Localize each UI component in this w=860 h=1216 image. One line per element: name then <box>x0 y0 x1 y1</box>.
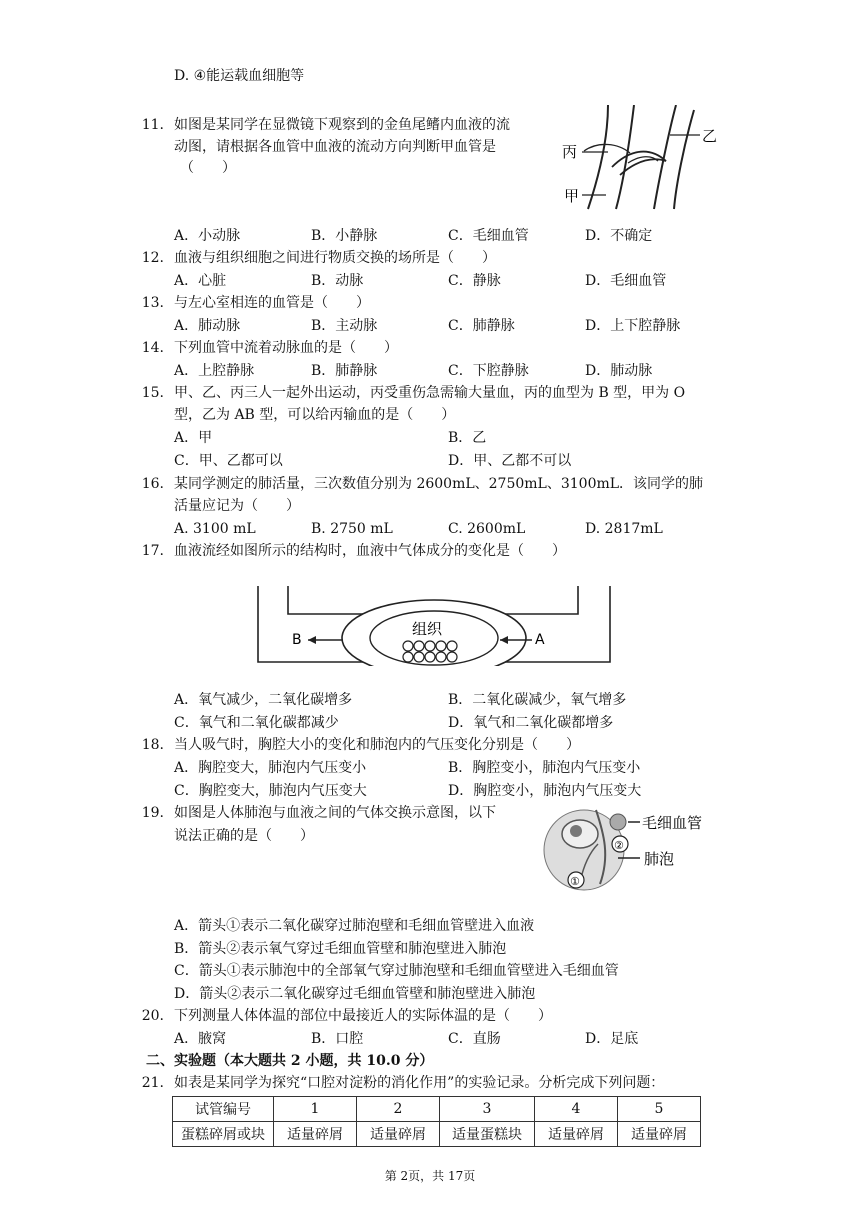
q16-stem-line1: 某同学测定的肺活量，三次数值分别为 2600mL、2750mL、3100mL．该同学的肺 <box>174 476 704 492</box>
table-cell: 适量碎屑 <box>618 1122 701 1147</box>
q18-number: 18. <box>141 737 164 753</box>
tissue-capillary-figure <box>256 586 612 666</box>
q14-option-d[interactable]: D．肺动脉 <box>585 363 653 379</box>
label-b: B <box>292 632 302 648</box>
q13-number: 13. <box>141 295 164 311</box>
q17-number: 17. <box>141 543 164 559</box>
q19-stem-line2: 说法正确的是（ ） <box>174 828 314 844</box>
tissue-label: 组织 <box>412 620 443 638</box>
q16-option-d[interactable]: D. 2817mL <box>585 521 663 537</box>
table-cell: 试管编号 <box>173 1097 274 1122</box>
q17-option-d[interactable]: D．氧气和二氧化碳都增多 <box>448 715 614 731</box>
q11-option-a[interactable]: A．小动脉 <box>174 228 241 244</box>
q13-option-a[interactable]: A．肺动脉 <box>174 318 241 334</box>
q13-option-b[interactable]: B．主动脉 <box>311 318 378 334</box>
table-cell: 适量碎屑 <box>535 1122 618 1147</box>
table-cell: 4 <box>535 1097 618 1122</box>
q12-option-d[interactable]: D．毛细血管 <box>585 273 667 289</box>
table-cell: 3 <box>440 1097 535 1122</box>
q11-option-b[interactable]: B．小静脉 <box>311 228 378 244</box>
q18-stem: 当人吸气时，胸腔大小的变化和肺泡内的气压变化分别是（ ） <box>174 737 580 753</box>
table-cell: 2 <box>357 1097 440 1122</box>
label-bing: 丙 <box>562 143 578 161</box>
q19-stem-line1: 如图是人体肺泡与血液之间的气体交换示意图，以下 <box>174 805 496 821</box>
table-cell: 蛋糕碎屑或块 <box>173 1122 274 1147</box>
q20-option-a[interactable]: A．腋窝 <box>174 1031 227 1047</box>
q15-option-d[interactable]: D．甲、乙都不可以 <box>448 453 572 469</box>
q16-stem-line2: 活量应记为（ ） <box>174 498 300 514</box>
q20-stem: 下列测量人体体温的部位中最接近人的实际体温的是（ ） <box>174 1008 552 1024</box>
q18-option-a[interactable]: A．胸腔变大，肺泡内气压变小 <box>174 760 367 776</box>
q12-option-c[interactable]: C．静脉 <box>448 273 501 289</box>
page-footer: 第 2页，共 17页 <box>384 1169 476 1183</box>
q19-number: 19. <box>141 805 164 821</box>
q13-stem: 与左心室相连的血管是（ ） <box>174 295 370 311</box>
table-cell: 适量蛋糕块 <box>440 1122 535 1147</box>
q12-stem: 血液与组织细胞之间进行物质交换的场所是（ ） <box>174 250 496 266</box>
q15-number: 15. <box>141 385 164 401</box>
q17-stem: 血液流经如图所示的结构时，血液中气体成分的变化是（ ） <box>174 543 566 559</box>
q15-option-b[interactable]: B．乙 <box>448 430 487 446</box>
q16-number: 16. <box>141 476 164 492</box>
alveolus-gas-exchange-figure <box>540 804 720 892</box>
q20-option-b[interactable]: B．口腔 <box>311 1031 364 1047</box>
arrow-1-marker: ① <box>570 875 580 888</box>
table-cell: 适量碎屑 <box>357 1122 440 1147</box>
q20-option-d[interactable]: D．足底 <box>585 1031 639 1047</box>
q19-option-b[interactable]: B．箭头②表示氧气穿过毛细血管壁和肺泡壁进入肺泡 <box>174 941 507 957</box>
q14-option-b[interactable]: B．肺静脉 <box>311 363 378 379</box>
table-row <box>173 1122 701 1147</box>
q17-option-a[interactable]: A．氧气减少，二氧化碳增多 <box>174 692 353 708</box>
label-a: A <box>535 632 545 648</box>
q18-option-d[interactable]: D．胸腔变小，肺泡内气压变大 <box>448 783 642 799</box>
q21-stem: 如表是某同学为探究“口腔对淀粉的消化作用”的实验记录。分析完成下列问题： <box>174 1075 665 1091</box>
q18-option-c[interactable]: C．胸腔变大，肺泡内气压变大 <box>174 783 367 799</box>
q11-option-d[interactable]: D．不确定 <box>585 228 653 244</box>
experiment-table <box>172 1096 701 1147</box>
q11-number: 11. <box>141 117 164 133</box>
q15-option-c[interactable]: C．甲、乙都可以 <box>174 453 283 469</box>
capillary-label: 毛细血管 <box>642 814 703 832</box>
q21-number: 21. <box>141 1075 164 1091</box>
table-cell: 1 <box>274 1097 357 1122</box>
q13-option-d[interactable]: D．上下腔静脉 <box>585 318 681 334</box>
label-yi: 乙 <box>702 127 718 145</box>
q12-option-b[interactable]: B．动脉 <box>311 273 364 289</box>
q11-option-c[interactable]: C．毛细血管 <box>448 228 529 244</box>
q16-option-a[interactable]: A. 3100 mL <box>174 521 256 537</box>
q16-option-b[interactable]: B. 2750 mL <box>311 521 393 537</box>
arrow-2-marker: ② <box>614 839 624 852</box>
q19-option-c[interactable]: C．箭头①表示肺泡中的全部氧气穿过肺泡壁和毛细血管壁进入毛细血管 <box>174 963 619 979</box>
q15-stem-line1: 甲、乙、丙三人一起外出运动，丙受重伤急需输大量血，丙的血型为 B 型，甲为 O <box>174 385 686 401</box>
q18-option-b[interactable]: B．胸腔变小，肺泡内气压变小 <box>448 760 641 776</box>
q11-stem-line1: 如图是某同学在显微镜下观察到的金鱼尾鳍内血液的流 <box>174 117 510 133</box>
q16-option-c[interactable]: C. 2600mL <box>448 521 526 537</box>
q17-option-b[interactable]: B．二氧化碳减少，氧气增多 <box>448 692 627 708</box>
q12-number: 12. <box>141 250 164 266</box>
alveolus-label: 肺泡 <box>644 850 675 868</box>
table-cell: 适量碎屑 <box>274 1122 357 1147</box>
fish-fin-blood-flow-figure <box>558 105 718 215</box>
q19-option-d[interactable]: D．箭头②表示二氧化碳穿过毛细血管壁和肺泡壁进入肺泡 <box>174 986 536 1002</box>
q14-number: 14. <box>141 340 164 356</box>
q17-option-c[interactable]: C．氧气和二氧化碳都减少 <box>174 715 339 731</box>
q15-stem-line2: 型，乙为 AB 型，可以给丙输血的是（ ） <box>174 407 456 423</box>
q12-option-a[interactable]: A．心脏 <box>174 273 227 289</box>
q14-stem: 下列血管中流着动脉血的是（ ） <box>174 340 398 356</box>
q13-option-c[interactable]: C．肺静脉 <box>448 318 515 334</box>
q20-option-c[interactable]: C．直肠 <box>448 1031 501 1047</box>
q11-stem-line3: （ ） <box>180 160 236 176</box>
table-cell: 5 <box>618 1097 701 1122</box>
q10-option-d: D. ④能运载血细胞等 <box>174 68 305 84</box>
section-heading: 二、实验题（本大题共 2 小题，共 10.0 分） <box>146 1053 434 1069</box>
q14-option-c[interactable]: C．下腔静脉 <box>448 363 529 379</box>
q20-number: 20. <box>141 1008 164 1024</box>
q14-option-a[interactable]: A．上腔静脉 <box>174 363 255 379</box>
q19-option-a[interactable]: A．箭头①表示二氧化碳穿过肺泡壁和毛细血管壁进入血液 <box>174 918 535 934</box>
q11-stem-line2: 动图，请根据各血管中血液的流动方向判断甲血管是 <box>174 139 496 155</box>
table-row <box>173 1097 701 1122</box>
label-jia: 甲 <box>564 187 580 205</box>
q15-option-a[interactable]: A．甲 <box>174 430 213 446</box>
